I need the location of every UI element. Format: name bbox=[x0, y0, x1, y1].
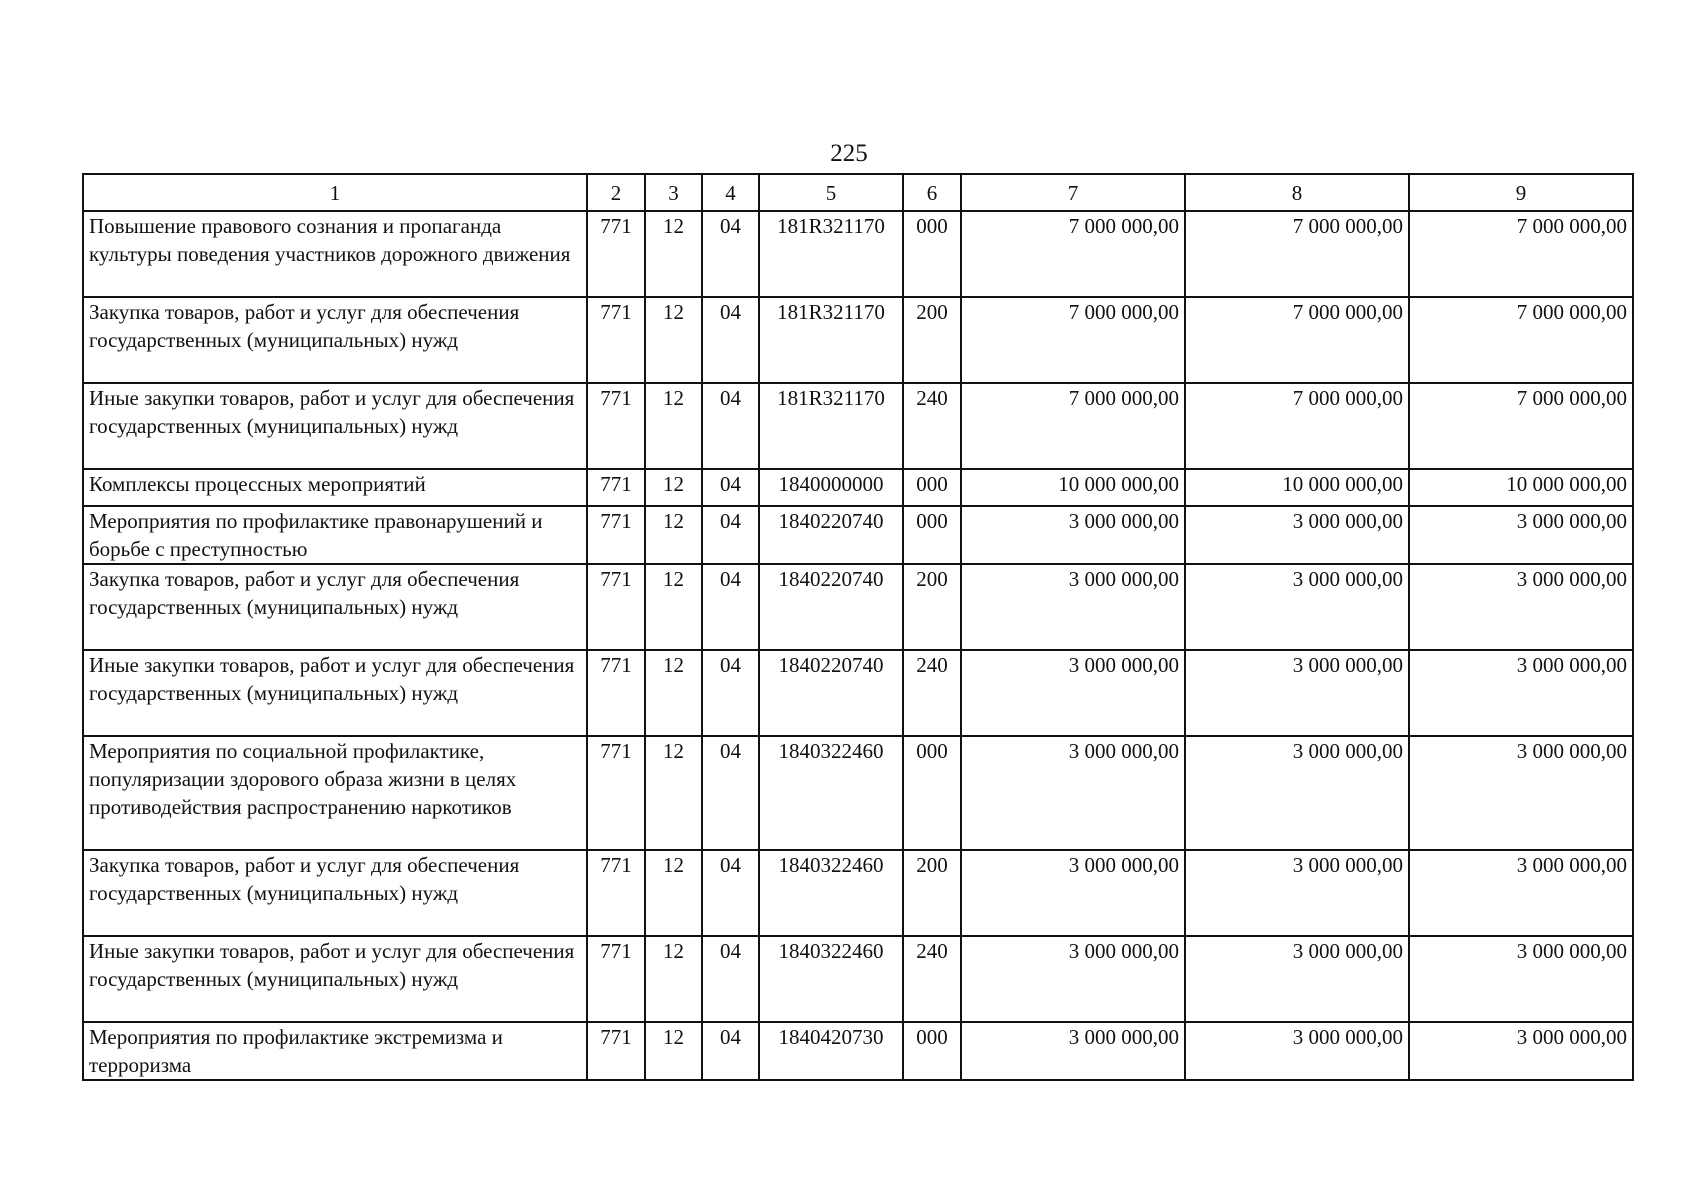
row-amount-8: 3 000 000,00 bbox=[1185, 650, 1409, 736]
row-code-2: 771 bbox=[587, 936, 645, 1022]
row-code-6: 200 bbox=[903, 564, 961, 650]
row-amount-8: 7 000 000,00 bbox=[1185, 297, 1409, 383]
table-row bbox=[83, 211, 1633, 297]
row-amount-8: 3 000 000,00 bbox=[1185, 936, 1409, 1022]
row-code-4: 04 bbox=[702, 850, 759, 936]
row-code-3: 12 bbox=[645, 506, 702, 564]
column-header: 8 bbox=[1185, 174, 1409, 211]
row-code-5: 181R321170 bbox=[759, 211, 903, 297]
row-name: Закупка товаров, работ и услуг для обеспечения государственных (муниципальных) нужд bbox=[83, 297, 587, 383]
row-code-4: 04 bbox=[702, 650, 759, 736]
row-amount-7: 7 000 000,00 bbox=[961, 297, 1185, 383]
row-code-3: 12 bbox=[645, 297, 702, 383]
row-code-3: 12 bbox=[645, 736, 702, 850]
row-amount-9: 3 000 000,00 bbox=[1409, 1022, 1633, 1080]
row-amount-7: 3 000 000,00 bbox=[961, 1022, 1185, 1080]
column-header: 3 bbox=[645, 174, 702, 211]
row-code-6: 000 bbox=[903, 211, 961, 297]
column-header: 9 bbox=[1409, 174, 1633, 211]
row-name: Закупка товаров, работ и услуг для обеспечения государственных (муниципальных) нужд bbox=[83, 850, 587, 936]
row-code-3: 12 bbox=[645, 850, 702, 936]
row-amount-7: 7 000 000,00 bbox=[961, 383, 1185, 469]
row-code-5: 1840322460 bbox=[759, 736, 903, 850]
row-name: Иные закупки товаров, работ и услуг для обеспечения государственных (муниципальных) нужд bbox=[83, 650, 587, 736]
table-row bbox=[83, 469, 1633, 506]
row-code-6: 000 bbox=[903, 506, 961, 564]
row-amount-7: 3 000 000,00 bbox=[961, 564, 1185, 650]
row-amount-8: 3 000 000,00 bbox=[1185, 736, 1409, 850]
row-amount-9: 3 000 000,00 bbox=[1409, 506, 1633, 564]
row-code-6: 000 bbox=[903, 736, 961, 850]
table-row bbox=[83, 297, 1633, 383]
row-code-5: 181R321170 bbox=[759, 383, 903, 469]
row-amount-8: 3 000 000,00 bbox=[1185, 1022, 1409, 1080]
row-amount-7: 3 000 000,00 bbox=[961, 650, 1185, 736]
table-row bbox=[83, 564, 1633, 650]
column-header: 2 bbox=[587, 174, 645, 211]
row-amount-8: 3 000 000,00 bbox=[1185, 506, 1409, 564]
row-amount-7: 3 000 000,00 bbox=[961, 736, 1185, 850]
row-name: Комплексы процессных мероприятий bbox=[83, 469, 587, 506]
column-header: 7 bbox=[961, 174, 1185, 211]
row-code-6: 240 bbox=[903, 383, 961, 469]
table-row bbox=[83, 506, 1633, 564]
row-amount-8: 7 000 000,00 bbox=[1185, 211, 1409, 297]
row-code-2: 771 bbox=[587, 564, 645, 650]
row-name: Мероприятия по профилактике экстремизма и терроризма bbox=[83, 1022, 587, 1080]
row-amount-7: 3 000 000,00 bbox=[961, 850, 1185, 936]
row-code-4: 04 bbox=[702, 297, 759, 383]
row-amount-9: 3 000 000,00 bbox=[1409, 936, 1633, 1022]
row-amount-9: 3 000 000,00 bbox=[1409, 736, 1633, 850]
row-name: Повышение правового сознания и пропаганда культуры поведения участников дорожного движения bbox=[83, 211, 587, 297]
row-amount-9: 3 000 000,00 bbox=[1409, 650, 1633, 736]
row-amount-9: 7 000 000,00 bbox=[1409, 383, 1633, 469]
row-code-3: 12 bbox=[645, 211, 702, 297]
row-code-6: 200 bbox=[903, 297, 961, 383]
row-name: Мероприятия по профилактике правонарушений и борьбе с преступностью bbox=[83, 506, 587, 564]
row-amount-9: 10 000 000,00 bbox=[1409, 469, 1633, 506]
row-code-2: 771 bbox=[587, 1022, 645, 1080]
table-row bbox=[83, 936, 1633, 1022]
row-code-5: 1840000000 bbox=[759, 469, 903, 506]
row-code-6: 200 bbox=[903, 850, 961, 936]
row-code-5: 1840220740 bbox=[759, 506, 903, 564]
budget-table bbox=[82, 173, 1634, 1081]
row-code-4: 04 bbox=[702, 936, 759, 1022]
row-code-5: 1840220740 bbox=[759, 650, 903, 736]
row-amount-8: 3 000 000,00 bbox=[1185, 564, 1409, 650]
column-header: 1 bbox=[83, 174, 587, 211]
row-code-2: 771 bbox=[587, 650, 645, 736]
row-code-6: 000 bbox=[903, 469, 961, 506]
row-code-4: 04 bbox=[702, 211, 759, 297]
column-header: 6 bbox=[903, 174, 961, 211]
column-header: 4 bbox=[702, 174, 759, 211]
table-row bbox=[83, 383, 1633, 469]
row-code-4: 04 bbox=[702, 469, 759, 506]
row-name: Закупка товаров, работ и услуг для обеспечения государственных (муниципальных) нужд bbox=[83, 564, 587, 650]
row-code-2: 771 bbox=[587, 736, 645, 850]
row-code-5: 1840420730 bbox=[759, 1022, 903, 1080]
row-amount-9: 7 000 000,00 bbox=[1409, 211, 1633, 297]
row-code-3: 12 bbox=[645, 650, 702, 736]
row-amount-8: 10 000 000,00 bbox=[1185, 469, 1409, 506]
row-amount-7: 3 000 000,00 bbox=[961, 936, 1185, 1022]
row-code-5: 1840322460 bbox=[759, 850, 903, 936]
row-amount-8: 7 000 000,00 bbox=[1185, 383, 1409, 469]
table-row bbox=[83, 1022, 1633, 1080]
row-name: Иные закупки товаров, работ и услуг для обеспечения государственных (муниципальных) нужд bbox=[83, 383, 587, 469]
row-code-2: 771 bbox=[587, 469, 645, 506]
row-code-2: 771 bbox=[587, 211, 645, 297]
row-code-4: 04 bbox=[702, 383, 759, 469]
row-code-4: 04 bbox=[702, 1022, 759, 1080]
row-amount-7: 10 000 000,00 bbox=[961, 469, 1185, 506]
table-row bbox=[83, 850, 1633, 936]
table-row bbox=[83, 650, 1633, 736]
table-row bbox=[83, 736, 1633, 850]
row-name: Мероприятия по социальной профилактике, популяризации здорового образа жизни в целях противодействия распространению наркотиков bbox=[83, 736, 587, 850]
row-code-2: 771 bbox=[587, 850, 645, 936]
row-code-3: 12 bbox=[645, 564, 702, 650]
row-code-3: 12 bbox=[645, 383, 702, 469]
row-code-6: 240 bbox=[903, 936, 961, 1022]
row-amount-9: 7 000 000,00 bbox=[1409, 297, 1633, 383]
row-code-2: 771 bbox=[587, 297, 645, 383]
row-code-3: 12 bbox=[645, 1022, 702, 1080]
row-amount-7: 7 000 000,00 bbox=[961, 211, 1185, 297]
row-code-4: 04 bbox=[702, 564, 759, 650]
page-number: 225 bbox=[830, 140, 868, 167]
row-code-4: 04 bbox=[702, 506, 759, 564]
row-code-3: 12 bbox=[645, 469, 702, 506]
column-header: 5 bbox=[759, 174, 903, 211]
row-code-5: 1840322460 bbox=[759, 936, 903, 1022]
header-row bbox=[83, 174, 1633, 211]
row-code-2: 771 bbox=[587, 383, 645, 469]
row-code-5: 181R321170 bbox=[759, 297, 903, 383]
row-code-6: 240 bbox=[903, 650, 961, 736]
row-amount-9: 3 000 000,00 bbox=[1409, 850, 1633, 936]
row-amount-8: 3 000 000,00 bbox=[1185, 850, 1409, 936]
row-code-3: 12 bbox=[645, 936, 702, 1022]
row-name: Иные закупки товаров, работ и услуг для обеспечения государственных (муниципальных) нужд bbox=[83, 936, 587, 1022]
row-code-2: 771 bbox=[587, 506, 645, 564]
row-amount-7: 3 000 000,00 bbox=[961, 506, 1185, 564]
row-code-5: 1840220740 bbox=[759, 564, 903, 650]
row-code-4: 04 bbox=[702, 736, 759, 850]
row-code-6: 000 bbox=[903, 1022, 961, 1080]
row-amount-9: 3 000 000,00 bbox=[1409, 564, 1633, 650]
